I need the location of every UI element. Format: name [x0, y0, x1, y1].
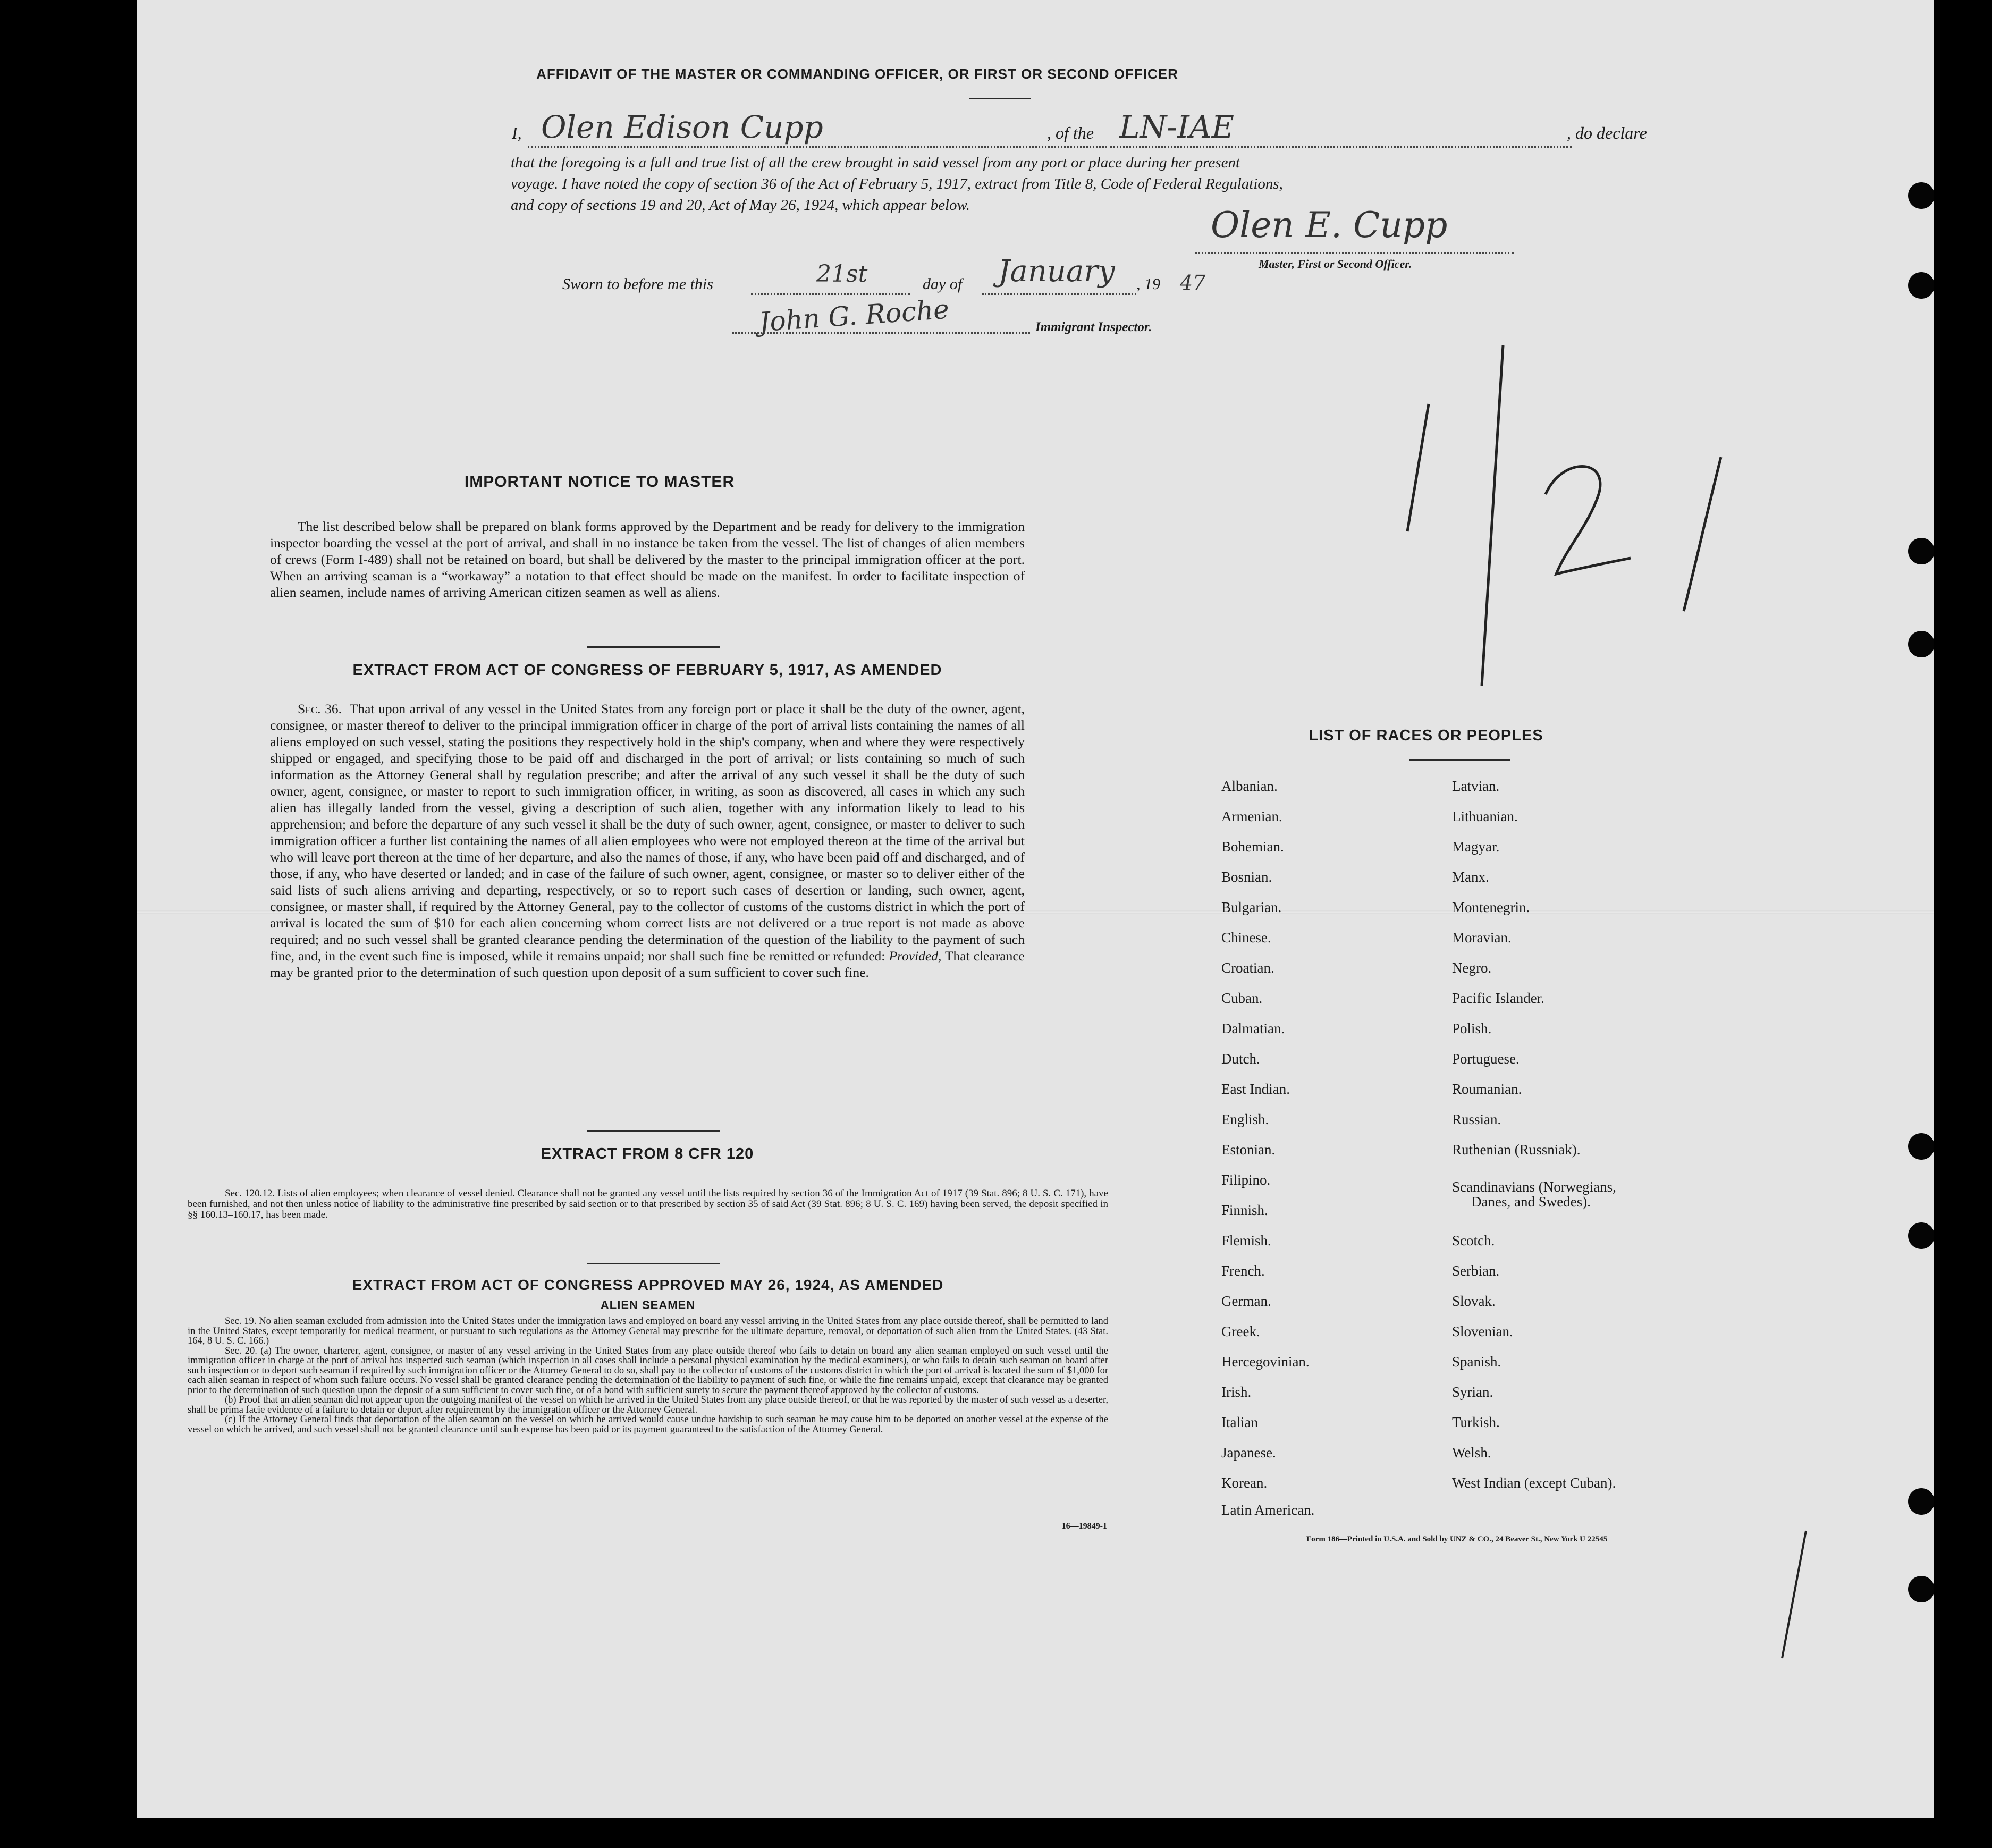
sec-36-text-end: That clearance may be granted prior to the determination of such question upon deposit of a sum sufficient to cover such fine.: [270, 948, 1025, 980]
race-left-item: Greek.: [1221, 1323, 1260, 1339]
race-right-item: Serbian.: [1452, 1263, 1500, 1279]
punch-hole: [1908, 1133, 1934, 1160]
extract-cfr-title: EXTRACT FROM 8 CFR 120: [541, 1145, 754, 1162]
affidavit-line-4: and copy of sections 19 and 20, Act of May 26, 1924, which appear below.: [511, 197, 970, 214]
race-right-item: Negro.: [1452, 960, 1492, 976]
affidavit-i-label: I,: [512, 123, 522, 142]
inspector-dotline: [732, 332, 1030, 334]
race-left-item: Hercegovinian.: [1221, 1354, 1310, 1370]
sec-20a-text: Sec. 20. (a) The owner, charterer, agent, consignee, or master of any vessel arriving in the United States from any place outside thereof who fails to detain on board any alien seaman employed on such vessel until the immigration officer in charge at the port of arrival has inspected such seaman (which inspection in all cases shall include a personal physical examination by the medical examiners), or who fails to detain such seaman on board after such inspection or to deport such seaman if required by such immigration officer or the Attorney General to do so, shall pay to the collector of customs of the customs district in which the port of arrival is located the sum of $1,000 for each alien seaman in respect of whom such failure occurs. No vessel shall be granted clearance pending the determination of the liability to payment of such fine, or while the fine remains unpaid, except that clearance may be granted prior to the determination of such question upon the deposit of a sum sufficient to cover such fine, or of a bond with sufficient surety to secure the payment thereof approved by the collector of customs.: [188, 1345, 1108, 1396]
pen-mark: [1774, 1525, 1817, 1664]
race-left-item: Armenian.: [1221, 808, 1282, 824]
race-right-item: Danes, and Swedes).: [1471, 1194, 1591, 1210]
affidavit-title: AFFIDAVIT OF THE MASTER OR COMMANDING OFFICER, OR FIRST OR SECOND OFFICER: [536, 66, 1178, 82]
month-dotline: [982, 293, 1136, 295]
race-left-item: Chinese.: [1221, 930, 1271, 946]
race-right-item: Roumanian.: [1452, 1081, 1522, 1097]
race-right-item: Latvian.: [1452, 778, 1500, 794]
affidavit-line-2: that the foregoing is a full and true list of all the crew brought in said vessel from any port or place during her present: [511, 154, 1240, 171]
title-rule: [969, 98, 1031, 99]
sec-20c-text: (c) If the Attorney General finds that deportation of the alien seaman on the vessel on which he arrived would cause undue hardship to such seaman he may cause him to be deported on another vessel at the expense of the vessel on which he arrived, and such vessel shall not be granted clearance until such expense has been paid or its payment guaranteed to the satisfaction of the Attorney General.: [188, 1414, 1108, 1435]
sworn-year-prefix: , 19: [1136, 275, 1160, 293]
punch-hole: [1908, 182, 1934, 209]
sworn-year-handwritten: 47: [1180, 271, 1206, 294]
race-left-item: German.: [1221, 1293, 1271, 1309]
race-left-item: Dutch.: [1221, 1051, 1260, 1067]
race-left-item: Cuban.: [1221, 990, 1263, 1006]
sec-36-label: Sec. 36.: [298, 701, 342, 716]
race-left-item: Bulgarian.: [1221, 899, 1282, 915]
race-left-item: Bohemian.: [1221, 839, 1284, 855]
sec-19-text: Sec. 19. No alien seaman excluded from admission into the United States under the immigration laws and employed on board any vessel arriving in the United States from any place outside thereof, shall be permitted to land in the United States, except temporarily for medical treatment, or pursuant to such regulations as the Attorney General may prescribe for the ultimate departure, removal, or deportation of such alien from the United States. (43 Stat. 164, 8 U. S. C. 166.): [188, 1316, 1108, 1346]
vessel-handwritten: LN-IAE: [1119, 109, 1234, 145]
race-left-item: East Indian.: [1221, 1081, 1290, 1097]
race-left-item: Irish.: [1221, 1384, 1252, 1400]
race-right-item: Syrian.: [1452, 1384, 1493, 1400]
race-left-item: Latin American.: [1221, 1502, 1315, 1518]
punch-hole: [1908, 538, 1934, 564]
punch-hole: [1908, 272, 1934, 299]
form-printer-footer: Form 186—Printed in U.S.A. and Sold by UNZ & CO., 24 Beaver St., New York U 22545: [1306, 1535, 1608, 1543]
race-left-item: Finnish.: [1221, 1202, 1268, 1218]
sworn-month-handwritten: January: [998, 254, 1115, 289]
race-left-item: Korean.: [1221, 1475, 1268, 1491]
notice-rule: [587, 646, 720, 648]
sworn-label: Sworn to before me this: [562, 275, 713, 293]
race-left-item: Filipino.: [1221, 1172, 1271, 1188]
extract-1924-title: EXTRACT FROM ACT OF CONGRESS APPROVED MAY 26, 1924, AS AMENDED: [352, 1277, 944, 1293]
inspector-caption: Immigrant Inspector.: [1035, 320, 1152, 334]
race-right-item: Manx.: [1452, 869, 1489, 885]
race-left-item: Croatian.: [1221, 960, 1274, 976]
race-left-item: Albanian.: [1221, 778, 1278, 794]
notice-title: IMPORTANT NOTICE TO MASTER: [464, 473, 735, 491]
day-dotline: [751, 293, 910, 295]
name-dotline: [528, 146, 1107, 148]
extract-cfr-body: Sec. 120.12. Lists of alien employees; when clearance of vessel denied. Clearance shall not be granted any vessel until the lists required by section 36 of the Immigration Act of 1917 (39 Stat. 896; 8 U. S. C. 171), have been furnished, and not then unless notice of liability to the administrative fine prescribed by said section or to that prescribed by section 35 of said Act (39 Stat. 896; 8 U. S. C. 169) having been served, the deposit specified in §§ 160.13–160.17, has been made.: [188, 1188, 1108, 1220]
race-right-item: Magyar.: [1452, 839, 1500, 855]
race-left-item: Dalmatian.: [1221, 1020, 1285, 1036]
signature-dotline: [1195, 252, 1514, 254]
extract-1917-body: [270, 701, 1025, 981]
extract-1924-subtitle: ALIEN SEAMEN: [600, 1298, 696, 1312]
race-right-item: Moravian.: [1452, 930, 1512, 946]
race-right-item: Portuguese.: [1452, 1051, 1520, 1067]
handwritten-date-note: [1354, 335, 1737, 707]
race-right-item: Polish.: [1452, 1020, 1492, 1036]
race-left-item: Japanese.: [1221, 1445, 1276, 1461]
affidavit-of-the: , of the: [1047, 123, 1094, 142]
races-rule: [1409, 759, 1510, 761]
document-page: [137, 0, 1934, 1818]
race-right-item: Slovenian.: [1452, 1323, 1513, 1339]
race-right-item: Scandinavians (Norwegians,: [1452, 1179, 1616, 1195]
race-left-item: French.: [1221, 1263, 1265, 1279]
signature-caption: Master, First or Second Officer.: [1259, 257, 1412, 271]
race-right-item: Welsh.: [1452, 1445, 1491, 1461]
punch-hole: [1908, 631, 1934, 657]
race-right-item: Montenegrin.: [1452, 899, 1530, 915]
provided-word: Provided,: [889, 948, 942, 964]
master-signature: Olen E. Cupp: [1211, 205, 1448, 246]
extract-1924-body: [188, 1317, 1108, 1434]
extract-1917-rule: [587, 1130, 720, 1132]
notice-body: The list described below shall be prepared on blank forms approved by the Department and be ready for delivery to the immigration inspector boarding the vessel at the port of arrival, and shall in no instance be taken from the vessel. The list of changes of alien members of crews (Form I-489) shall not be retained on board, but shall be delivered by the master to the principal immigration officer at the port. When an arriving seaman is a “workaway” a notation to that effect should be made on the manifest. In order to facilitate inspection of alien seamen, include names of arriving American citizen seamen as well as aliens.: [270, 519, 1025, 600]
race-right-item: Slovak.: [1452, 1293, 1496, 1309]
race-right-item: Turkish.: [1452, 1414, 1500, 1430]
inspector-signature: John G. Roche: [758, 293, 950, 338]
affidavit-line-3: voyage. I have noted the copy of section 36 of the Act of February 5, 1917, extract from Title 8, Code of Federal Regulations,: [511, 175, 1283, 192]
race-right-item: Lithuanian.: [1452, 808, 1518, 824]
race-left-item: Italian: [1221, 1414, 1258, 1430]
race-left-item: English.: [1221, 1111, 1269, 1127]
race-left-item: Bosnian.: [1221, 869, 1272, 885]
race-right-item: Russian.: [1452, 1111, 1501, 1127]
punch-hole: [1908, 1222, 1934, 1249]
race-left-item: Estonian.: [1221, 1142, 1276, 1158]
race-right-item: Spanish.: [1452, 1354, 1501, 1370]
sworn-day-of: day of: [923, 275, 963, 293]
race-right-item: West Indian (except Cuban).: [1452, 1475, 1616, 1491]
vessel-dotline: [1110, 146, 1572, 148]
races-title: LIST OF RACES OR PEOPLES: [1309, 727, 1543, 744]
punch-hole: [1908, 1576, 1934, 1602]
extract-cfr-rule: [587, 1263, 720, 1264]
race-right-item: Scotch.: [1452, 1233, 1495, 1248]
punch-hole: [1908, 1488, 1934, 1515]
race-right-item: Ruthenian (Russniak).: [1452, 1142, 1581, 1158]
form-code: 16—19849-1: [1061, 1522, 1107, 1531]
master-name-handwritten: Olen Edison Cupp: [541, 109, 823, 145]
sworn-day-handwritten: 21st: [816, 260, 868, 288]
race-left-item: Flemish.: [1221, 1233, 1271, 1248]
extract-1917-title: EXTRACT FROM ACT OF CONGRESS OF FEBRUARY 5, 1917, AS AMENDED: [352, 662, 942, 679]
sec-36-text: That upon arrival of any vessel in the United States from any foreign port or place it shall be the duty of the owner, agent, consignee, or master thereof to deliver to the principal immigration officer in charge of the port of arrival lists containing the names of all aliens employed on such vessel, stating the positions they respectively hold in the ship's company, when and where they were respectively shipped or engaged, and specifying those to be paid off and discharged in the port of arrival; or lists containing so much of such information as the Attorney General shall by regulation prescribe; and after the arrival of any such vessel it shall be the duty of such owner, agent, consignee, or master to report to such immigration officer, in writing, as soon as discovered, all cases in which any such alien has illegally landed from the vessel, giving a description of such alien, together with any information likely to lead to his apprehension; and before the departure of any such vessel it shall be the duty of such owner, agent, consignee, or master to deliver to such immigration officer a further list containing the names of all alien employees who were not employed thereon at the time of the arrival but who will leave port thereon at the time of her departure, and also the names of those, if any, who have been paid off and discharged, and of those, if any, who have deserted or landed; and in case of the failure of such owner, agent, consignee, or master so to deliver either of the said lists of such aliens arriving and departing, respectively, or so to report such cases of desertion or landing, such owner, agent, consignee, or master shall, if required by the Attorney General, pay to the collector of customs of the customs district in which the port of arrival is located the sum of $10 for each alien concerning whom correct lists are not delivered or a true report is not made as above required; and no such vessel shall be granted clearance pending the determination of the question of the liability to the payment of such fine, and, in the event such fine is imposed, while it remains unpaid; nor shall such fine be remitted or refunded:: [270, 701, 1025, 964]
sec-20b-text: (b) Proof that an alien seaman did not appear upon the outgoing manifest of the vessel on which he arrived in the United States from any place outside thereof, or that he was reported by the master of such vessel as a deserter, shall be prima facie evidence of a failure to detain or deport after requirement by the immigration officer or the Attorney General.: [188, 1395, 1108, 1415]
affidavit-do-declare: , do declare: [1567, 123, 1647, 142]
race-right-item: Pacific Islander.: [1452, 990, 1544, 1006]
